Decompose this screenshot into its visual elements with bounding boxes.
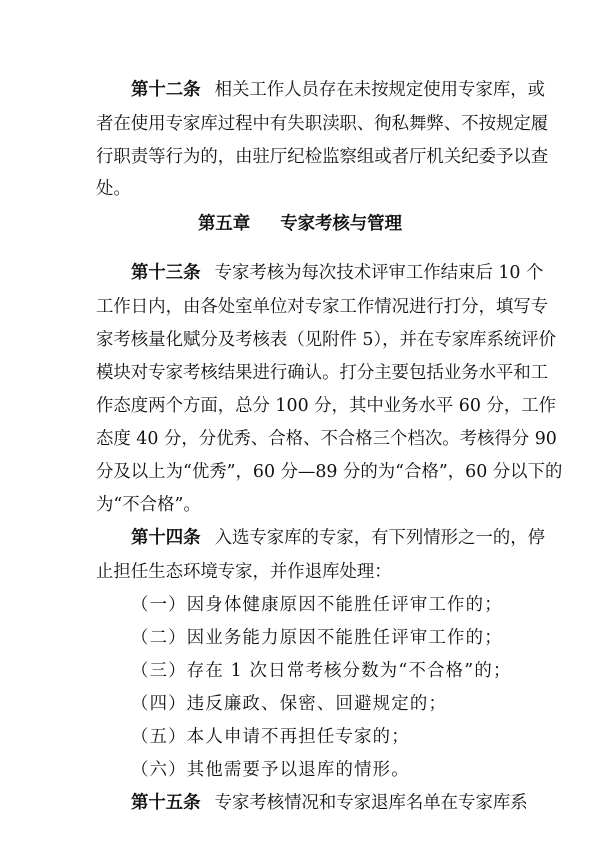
article-13-line-5: 作态度两个方面，总分 100 分，其中业务水平 60 分，工作 bbox=[96, 396, 557, 416]
article-12-line-3: 行职责等行为的，由驻厅纪检监察组或者厅机关纪委予以查 bbox=[96, 147, 549, 167]
article-12-line-1: 第十二条 相关工作人员存在未按规定使用专家库，或 bbox=[131, 80, 546, 100]
list-item: （四）违反廉政、保密、回避规定的； bbox=[131, 694, 448, 714]
article-13-line-1: 第十三条 专家考核为每次技术评审工作结束后 10 个 bbox=[131, 263, 544, 283]
article-13-line-2: 工作日内，由各处室单位对专家工作情况进行打分，填写专 bbox=[96, 297, 549, 317]
chapter-heading bbox=[0, 213, 600, 235]
article-12-line-4: 处。 bbox=[96, 179, 131, 199]
article-13-label: 第十三条 bbox=[131, 263, 201, 283]
article-13-line-3: 家考核量化赋分及考核表（见附件 5），并在专家库系统评价 bbox=[96, 330, 557, 350]
list-item: （五）本人申请不再担任专家的； bbox=[131, 727, 410, 747]
article-13-line-6: 态度 40 分，分优秀、合格、不合格三个档次。考核得分 90 bbox=[96, 429, 557, 449]
article-13-line-8: 为“不合格”。 bbox=[96, 495, 201, 515]
article-12-label: 第十二条 bbox=[131, 80, 201, 100]
article-13-line-4: 模块对专家考核结果进行确认。打分主要包括业务水平和工 bbox=[96, 363, 549, 383]
list-item: （三）存在 1 次日常考核分数为“不合格”的； bbox=[131, 661, 512, 681]
list-item: （二）因业务能力原因不能胜任评审工作的； bbox=[131, 628, 503, 648]
article-13-line-7: 分及以上为“优秀”，60 分—89 分的为“合格”，60 分以下的 bbox=[96, 462, 563, 482]
article-14-line-2: 止担任生态环境专家，并作退库处理： bbox=[96, 562, 392, 582]
article-12-line-2: 者在使用专家库过程中有失职渎职、徇私舞弊、不按规定履 bbox=[96, 114, 549, 134]
list-item: （六）其他需要予以退库的情形。 bbox=[131, 760, 410, 780]
list-item: （一）因身体健康原因不能胜任评审工作的； bbox=[131, 595, 503, 615]
article-15-line-1: 第十五条 专家考核情况和专家退库名单在专家库系 bbox=[131, 793, 528, 813]
chapter-title: 专家考核与管理 bbox=[280, 214, 402, 234]
article-15-label: 第十五条 bbox=[131, 793, 201, 813]
article-14-label: 第十四条 bbox=[131, 528, 201, 548]
chapter-number: 第五章 bbox=[198, 214, 251, 234]
article-14-line-1: 第十四条 入选专家库的专家，有下列情形之一的，停 bbox=[131, 528, 546, 548]
